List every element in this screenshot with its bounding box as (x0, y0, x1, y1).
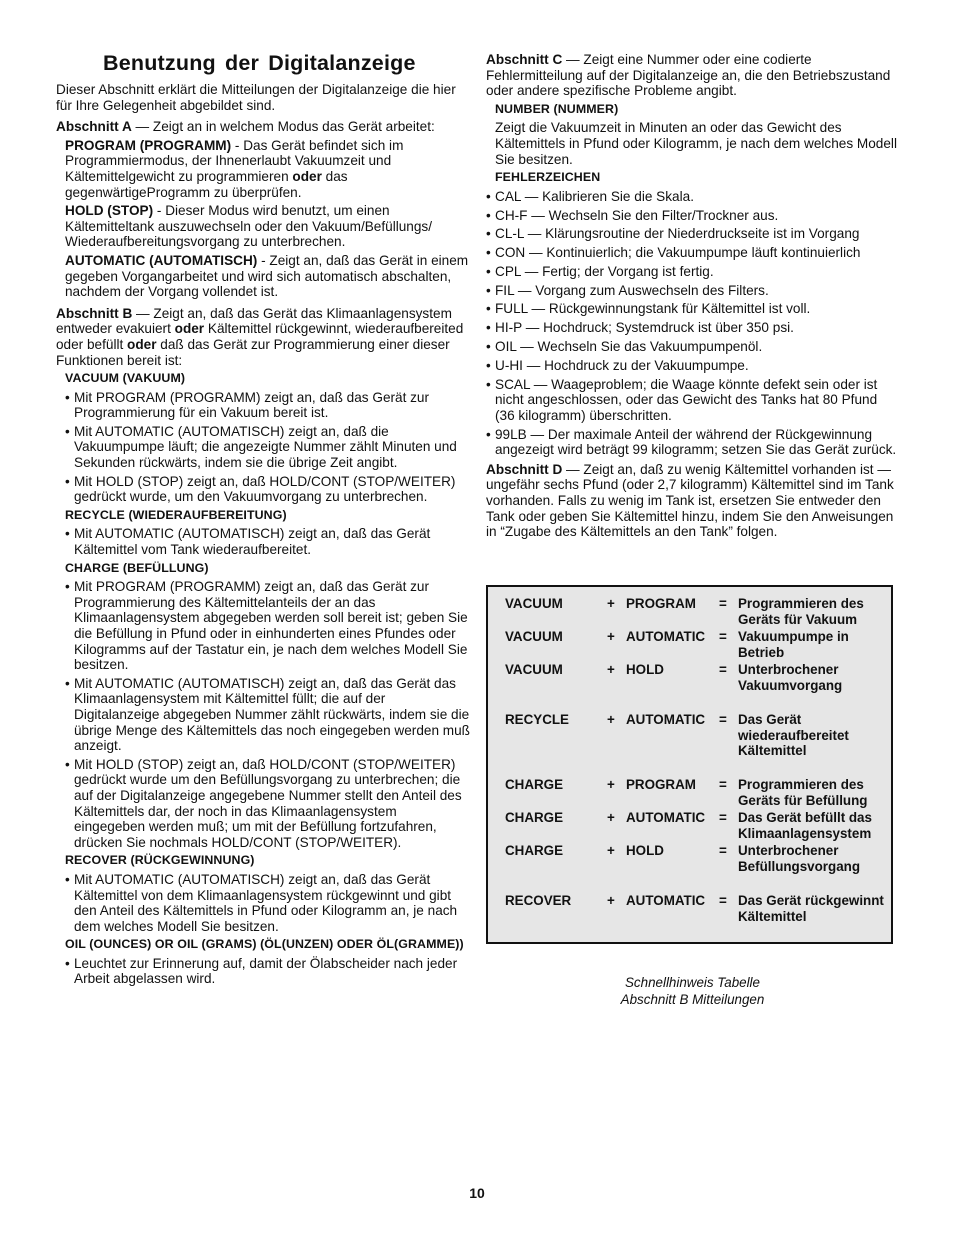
list-item: • Mit AUTOMATIC (AUTOMATISCH) zeigt an, daß das Gerät Kältemittel von dem Klimaanlagensystem rückgewinnt und gibt den Anteil des Kältemittels in Pfund oder Kilogramm an, je nach dem welches Modell Sie besitzen. (65, 872, 470, 934)
list-item: • FULL — Rückgewinnungstank für Kältemittel ist voll. (486, 301, 900, 317)
recycle-heading: RECYCLE (WIEDERAUFBEREITUNG) (65, 507, 287, 522)
caption-line: Schnellhinweis Tabelle (625, 975, 760, 990)
right-column (486, 52, 900, 543)
page-number: 10 (469, 1185, 485, 1201)
list-item: • Mit HOLD (STOP) zeigt an, daß HOLD/CONT (STOP/WEITER) gedrückt wurde, um den Vakuumvorgang zu unterbrechen. (65, 474, 470, 505)
page-title: Benutzung der Digitalanzeige (103, 51, 416, 75)
list-item: • 99LB — Der maximale Anteil der während der Rückgewinnung angezeigt wird beträgt 99 kilogramm; setzen Sie das Gerät zurück. (486, 427, 900, 458)
list-item: • Mit PROGRAM (PROGRAMM) zeigt an, daß das Gerät zur Programmierung des Kältemittelanteils der an das Klimaanlagensystem abgegeben werden soll bereit ist; geben Sie die Befüllung in Pfund oder in einhunderten eines Pfundes oder Kilogramms auf der Tastatur ein, je nach dem welches Modell Sie besitzen. (65, 579, 470, 673)
list-item: • SCAL — Waageproblem; die Waage könnte defekt sein oder ist nicht angeschlossen, oder das Gewicht des Tanks hat 80 Pfund (36 kilogramm) überschritten. (486, 377, 900, 424)
number-text: Zeigt die Vakuumzeit in Minuten an oder das Gewicht des Kältemittels in Pfund oder Kilogramm, je nach dem welches Modell Sie besitzen. (495, 120, 897, 167)
table-caption (590, 975, 795, 1008)
left-column (56, 50, 470, 990)
section-b-text: Abschnitt B — Zeigt an, daß das Gerät das Klimaanlagensystem entweder evakuiert oder Kältemittel rückgewinnt, wiederaufbereited oder befüllt oder daß das Gerät zur Programmierung einer dieser Funktionen bereit ist: (56, 305, 464, 368)
section-c-text: Abschnitt C — Zeigt eine Nummer oder eine codierte Fehlermitteilung auf der Digitalanzeige an, die den Betriebszustand oder andere spezifische Probleme angibt. (486, 52, 891, 99)
mode-hold-text: HOLD (STOP) - Dieser Modus wird benutzt, um einen Kältemitteltank auszuwechseln oder den Vakuum/Befüllungs/ Wiederaufbereitungsvorgang zu unterbrechen. (65, 203, 432, 250)
intro-text: Dieser Abschnitt erklärt die Mitteilungen der Digitalanzeige die hier für Ihre Gelegenheit abgebildet sind. (56, 82, 456, 113)
list-item: • HI-P — Hochdruck; Systemdruck ist über 350 psi. (486, 320, 900, 336)
list-item: • OIL — Wechseln Sie das Vakuumpumpenöl. (486, 339, 900, 355)
section-d-label: Abschnitt D (486, 461, 563, 477)
vacuum-heading: VACUUM (VAKUUM) (65, 371, 186, 386)
error-codes-heading: FEHLERZEICHEN (495, 170, 601, 185)
list-item: • Mit PROGRAM (PROGRAMM) zeigt an, daß das Gerät zur Programmierung für ein Vakuum bereit ist. (65, 390, 470, 421)
mode-automatic-text: AUTOMATIC (AUTOMATISCH) - Zeigt an, daß das Gerät in einem gegeben Vorgangarbeitet und wird sich automatisch abschalten, nachdem der Vorgang vollendet ist. (65, 252, 469, 300)
list-item: • CL-L — Klärungsroutine der Niederdruckseite ist im Vorgang (486, 226, 900, 242)
mode-automatic-label: AUTOMATIC (AUTOMATISCH) (65, 252, 258, 268)
recover-list (56, 872, 470, 934)
mode-program-label: PROGRAM (PROGRAMM) (65, 137, 232, 153)
list-item: • Mit HOLD (STOP) zeigt an, daß HOLD/CONT (STOP/WEITER) gedrückt wurde um den Befüllungsvorgang zu unterbrechen; die auf der Digitalanzeige angegebene Nummer stellt den Anteil des Kältemittels dar, der noch in das Klimaanlagensystem eingegeben werden muß; um mit der Befüllung fortzufahren, drücken Sie nochmals HOLD/CONT (STOP/WEITER). (65, 757, 470, 851)
list-item: • FIL — Vorgang zum Auswechseln des Filters. (486, 283, 900, 299)
section-a-label: Abschnitt A (56, 119, 132, 135)
list-item: • CON — Kontinuierlich; die Vakuumpumpe läuft kontinuierlich (486, 245, 900, 261)
section-c-label: Abschnitt C (486, 52, 563, 67)
charge-heading: CHARGE (BEFÜLLUNG) (65, 560, 209, 575)
vacuum-list (56, 390, 470, 505)
section-d-text: Abschnitt D — Zeigt an, daß zu wenig Kältemittel vorhanden ist — ungefähr sechs Pfund (oder 2,7 kilogramm) Kältemittel sind im Tank vorhanden. Falls zu wenig im Tank ist, ersetzen Sie entweder den Tank oder geben Sie Kältemittel hinzu, indem Sie den Anweisungen in “Zugabe des Kältemittels an den Tank” folgen. (486, 461, 894, 540)
section-b-label: Abschnitt B (56, 305, 133, 321)
number-heading: NUMBER (NUMMER) (495, 101, 619, 116)
list-item: • Mit AUTOMATIC (AUTOMATISCH) zeigt an, daß das Gerät das Klimaanlagensystem mit Kältemittel füllt; die auf der Digitalanzeige abgegeben Nummer zählt rückwärts, indem sie die übrige Menge des Kältemittels das noch eingegeben werden muß anzeigt. (65, 676, 470, 754)
section-a-text: Abschnitt A — Zeigt an in welchem Modus das Gerät arbeitet: (56, 119, 435, 135)
caption-line: Abschnitt B Mitteilungen (620, 991, 765, 1007)
list-item: • Mit AUTOMATIC (AUTOMATISCH) zeigt an, daß die Vakuumpumpe läuft; die angezeigte Nummer zählt Minuten und Sekunden rückwärts, indem sie die übrige Zeit angibt. (65, 424, 470, 471)
recycle-list (56, 526, 470, 557)
list-item: • CH-F — Wechseln Sie den Filter/Trockner aus. (486, 208, 900, 224)
oil-heading: OIL (OUNCES) OR OIL (GRAMS) (ÖL(UNZEN) ODER ÖL(GRAMME)) (65, 937, 464, 952)
quick-reference-table: VACUUM + PROGRAM = Programmieren des Geräts für Vakuum VACUUM + AUTOMATIC = Vakuumpumpe in Betrieb VACUUM + HOLD = Unterbrochener Vakuumvorgang RECYCLE + AUTOMATIC = Das Gerät wiederaufbereitet Kältemittel CHARGE + PROGRAM = Programmieren des Geräts für Befüllung CHARGE + AUTOMATIC = Das Gerät befüllt das Klimaanlagensystem CHARGE + HOLD = Unterbrochener Befüllungsvorgang RECOVER + AUTOMATIC = Das Gerät rückgewinnt Kältemittel (486, 585, 893, 944)
list-item: • CPL — Fertig; der Vorgang ist fertig. (486, 264, 900, 280)
charge-list (56, 579, 470, 850)
error-codes-list (486, 189, 900, 458)
list-item: • Mit AUTOMATIC (AUTOMATISCH) zeigt an, daß das Gerät Kältemittel vom Tank wiederaufbereitet. (65, 526, 470, 557)
list-item: • U-HI — Hochdruck zu der Vakuumpumpe. (486, 358, 900, 374)
mode-hold-label: HOLD (STOP) (65, 203, 154, 219)
mode-program-text: PROGRAM (PROGRAMM) - Das Gerät befindet sich im Programmiermodus, der Ihnenerlaubt Vakuumzeit und Kältemittelgewicht zu programmieren oder das gegenwärtigeProgramm zu überprüfen. (65, 137, 404, 200)
list-item: • Leuchtet zur Erinnerung auf, damit der Ölabscheider nach jeder Arbeit abgelassen wird. (65, 956, 470, 987)
recover-heading: RECOVER (RÜCKGEWINNUNG) (65, 853, 255, 868)
oil-list (56, 956, 470, 987)
list-item: • CAL — Kalibrieren Sie die Skala. (486, 189, 900, 205)
